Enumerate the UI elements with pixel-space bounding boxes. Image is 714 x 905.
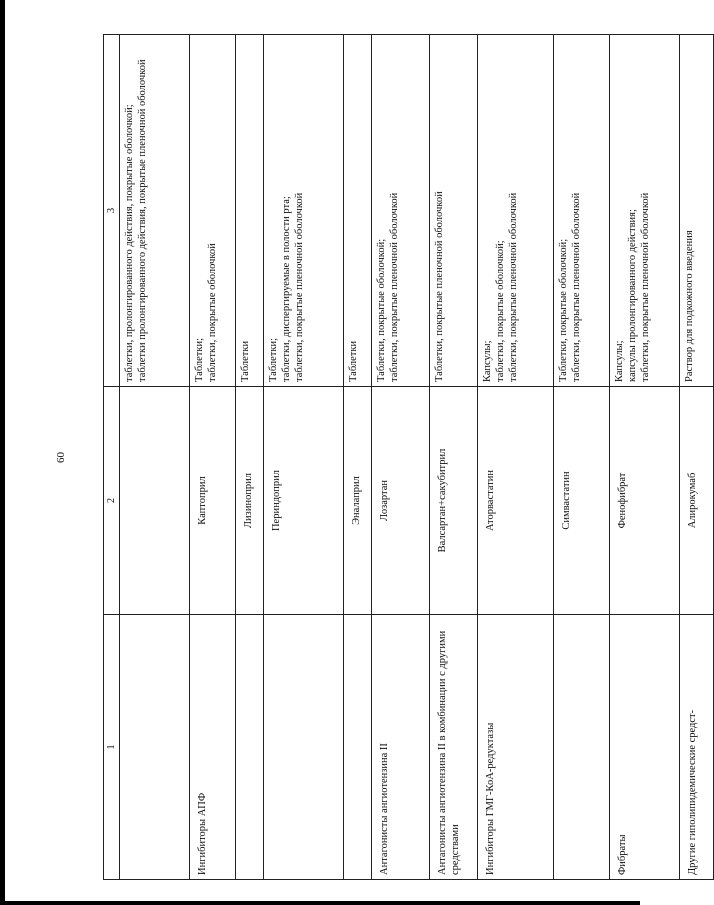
table-row (680, 35, 714, 880)
drug-name-cell: Фенофибрат (610, 387, 680, 615)
dosage-form-line: таблетки, покрытые пленочной оболочкой (389, 192, 400, 382)
drug-name-cell: Эналаприл (344, 387, 372, 615)
header-row (104, 35, 120, 880)
dosage-form-line: таблетки, покрытые пленочной оболочкой (508, 192, 519, 382)
header-col-1: 1 (104, 615, 120, 880)
drug-name-cell: Аторвастатин (478, 387, 554, 615)
group-cell: Ингибиторы ГМГ-КоА-редуктазы (478, 615, 554, 880)
dosage-form-cell (236, 35, 264, 387)
table-row (430, 35, 478, 880)
table-row (610, 35, 680, 880)
header-col-3: 3 (104, 35, 120, 387)
group-cell: Фибраты (610, 615, 680, 880)
dosage-form-cell (190, 35, 236, 387)
dosage-form-line: таблетки, покрытые оболочкой (207, 243, 218, 382)
dosage-form-line: таблетки, покрытые оболочкой; (495, 240, 506, 382)
group-cell (554, 615, 610, 880)
dosage-form-line: Раствор для подкожного введения (684, 230, 695, 382)
dosage-form-cell (264, 35, 344, 387)
group-cell (236, 615, 264, 880)
scan-bottom-edge (0, 901, 640, 905)
dosage-form-line: Капсулы; (614, 340, 625, 382)
dosage-form-line: Таблетки, покрытые оболочкой; (558, 238, 569, 382)
drug-name-cell: Периндоприл (264, 387, 344, 615)
group-cell: Антагонисты ангиотензина II (372, 615, 430, 880)
drug-name-cell (120, 387, 190, 615)
dosage-form-line: таблетки, пролонгированного действия, покрытые оболочкой; (124, 104, 135, 382)
dosage-form-cell (554, 35, 610, 387)
dosage-form-line: таблетки, покрытые пленочной оболочкой (640, 192, 651, 382)
dosage-form-cell (120, 35, 190, 387)
rotated-page (55, 35, 698, 880)
table-row (478, 35, 554, 880)
dosage-form-line: Таблетки; (268, 337, 279, 382)
drug-name-cell: Каптоприл (190, 387, 236, 615)
table-row (554, 35, 610, 880)
dosage-form-line: Таблетки (348, 340, 359, 382)
group-cell (120, 615, 190, 880)
table-row (190, 35, 236, 880)
table-body (120, 35, 714, 880)
drug-name-cell: Лозартан (372, 387, 430, 615)
table-row (264, 35, 344, 880)
group-cell: Другие гиполипидемические средст- (680, 615, 714, 880)
drug-table (103, 34, 714, 880)
table-row (120, 35, 190, 880)
dosage-form-line: таблетки, покрытые пленочной оболочкой (294, 192, 305, 382)
dosage-form-line: таблетки, покрытые пленочной оболочкой (571, 192, 582, 382)
table-row (236, 35, 264, 880)
drug-name-cell: Симвастатин (554, 387, 610, 615)
page-number: 60 (55, 452, 67, 463)
dosage-form-line: Таблетки, покрытые оболочкой; (376, 238, 387, 382)
dosage-form-line: таблетки пролонгированного действия, покрытые пленочной оболочкой (137, 59, 148, 382)
group-cell: Ингибиторы АПФ (190, 615, 236, 880)
dosage-form-cell (372, 35, 430, 387)
dosage-form-line: Капсулы; (482, 340, 493, 382)
dosage-form-cell (610, 35, 680, 387)
dosage-form-cell (680, 35, 714, 387)
drug-name-cell: Валсартан+сакубитрил (430, 387, 478, 615)
group-cell: Антагонисты ангиотензина II в комбинации с другими средствами (430, 615, 478, 880)
group-cell (344, 615, 372, 880)
drug-name-cell: Алирокумаб (680, 387, 714, 615)
dosage-form-cell (478, 35, 554, 387)
table-row (344, 35, 372, 880)
table-row (372, 35, 430, 880)
dosage-form-line: Таблетки, покрытые пленочной оболочкой (434, 191, 445, 382)
header-col-2: 2 (104, 387, 120, 615)
group-cell (264, 615, 344, 880)
dosage-form-line: капсулы пролонгированного действия; (627, 209, 638, 382)
dosage-form-line: Таблетки; (194, 337, 205, 382)
dosage-form-line: таблетки, диспергируемые в полости рта; (281, 196, 292, 382)
dosage-form-cell (344, 35, 372, 387)
drug-name-cell: Лизиноприл (236, 387, 264, 615)
dosage-form-cell (430, 35, 478, 387)
dosage-form-line: Таблетки (240, 340, 251, 382)
scan-left-edge (0, 0, 5, 905)
